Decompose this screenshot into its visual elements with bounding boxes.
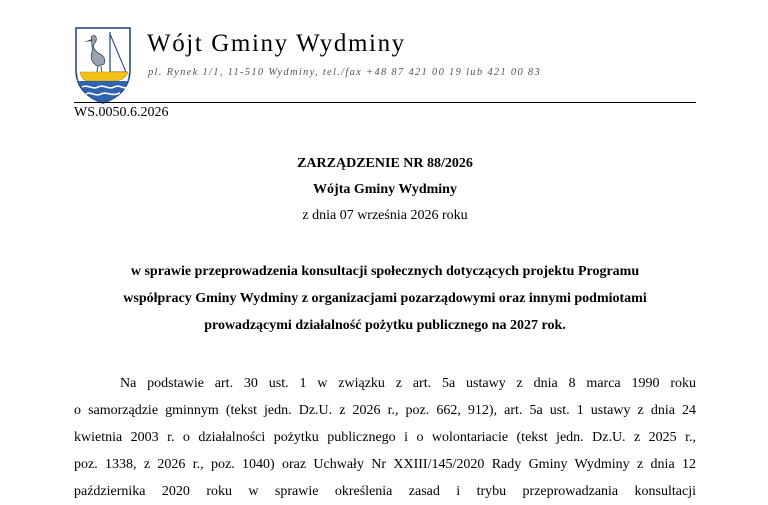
subject-line: prowadzącymi działalność pożytku publicznego na 2027 rok. xyxy=(204,318,566,333)
body-line: o samorządzie gminnym (tekst jedn. Dz.U. z 2026 r., poz. 662, 912), art. 5a ust. 1 ustawy z dnia 24 xyxy=(74,403,696,418)
org-title: Wójt Gminy Wydminy xyxy=(147,30,406,57)
org-address: pl. Rynek 1/1, 11-510 Wydminy, tel./fax +48 87 421 00 19 lub 421 00 83 xyxy=(148,67,542,78)
coat-of-arms-heron-icon xyxy=(74,26,132,104)
document-title: ZARZĄDZENIE NR 88/2026 xyxy=(297,156,473,171)
legal-basis-paragraph xyxy=(74,370,696,505)
subject-line: w sprawie przeprowadzenia konsultacji społecznych dotyczących projektu Programu xyxy=(130,264,640,279)
header-divider xyxy=(74,102,696,103)
document-date: z dnia 07 września 2026 roku xyxy=(302,208,468,223)
subject-line: współpracy Gminy Wydminy z organizacjami pozarządowymi oraz innymi podmiotami xyxy=(123,291,647,306)
body-line: Na podstawie art. 30 ust. 1 w związku z art. 5a ustawy z dnia 8 marca 1990 roku xyxy=(120,376,696,391)
document-issuer: Wójta Gminy Wydminy xyxy=(313,182,457,197)
body-line: kwietnia 2003 r. o działalności pożytku publicznego i o wolontariacie (tekst jedn. Dz.U. z 2025 r., xyxy=(74,430,696,445)
document-subject xyxy=(74,258,696,339)
document-reference: WS.0050.6.2026 xyxy=(74,105,169,120)
body-line: poz. 1338, z 2026 r., poz. 1040) oraz Uchwały Nr XXIII/145/2020 Rady Gminy Wydminy z dnia 12 xyxy=(74,457,696,472)
body-line: października 2020 roku w sprawie określenia zasad i trybu przeprowadzania konsultacji xyxy=(74,484,696,499)
